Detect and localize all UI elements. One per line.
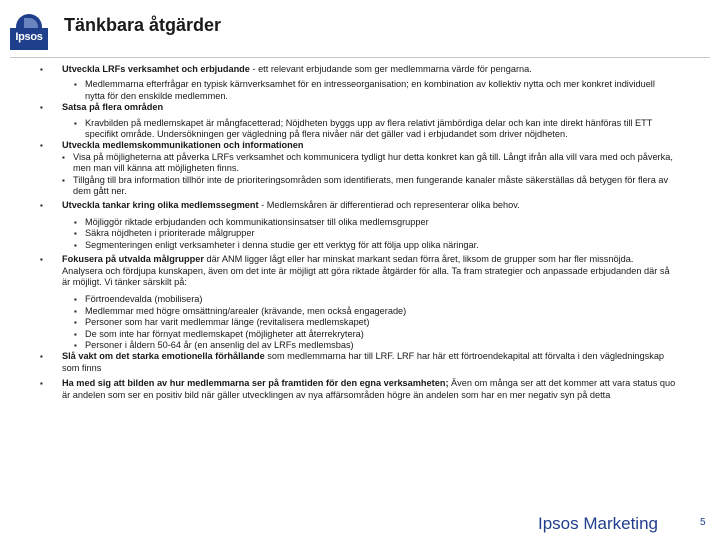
sub-bullet-text: Tillgång till bra information tillhör inte de prioriteringsområden som identifierats, men fungerande kanaler måste säkerställas då betygen för flera av dem gått ner.: [73, 174, 669, 197]
bullet-heading: Fokusera på utvalda målgrupper: [62, 254, 204, 265]
bullet-text: där ANM ligger lågt eller har minskat markant sedan förra året, liksom de grupper som har fler missnöjda. Analysera och fördjupa kunskapen, även om det inte är möjligt att göra riktade åtgärder för alla. Ta fram strategier och anpassade erbjudanden där så är möjligt. Vi tänker särskilt på:: [62, 254, 670, 287]
page-title: Tänkbara åtgärder: [64, 15, 222, 35]
header-divider: [10, 57, 710, 58]
sub-bullet-item: [40, 329, 676, 340]
page-number: 5: [700, 517, 706, 528]
square-bullet-icon: ▪: [40, 352, 43, 362]
bullet-item: [40, 200, 676, 211]
square-bullet-icon: ▪: [40, 65, 43, 74]
square-bullet-icon: ▪: [74, 80, 77, 90]
sub-bullet-item: [40, 228, 676, 239]
footer-brand: Ipsos Marketing: [538, 514, 658, 533]
square-bullet-icon: ▪: [74, 306, 77, 316]
square-bullet-icon: ▪: [74, 217, 77, 227]
sub-bullet-text: Möjliggör riktade erbjudanden och kommunikationsinsatser till olika medlemsgrupper: [85, 216, 429, 227]
sub-bullet-text: De som inte har förnyat medlemskapet (möjligheter att återrekrytera): [85, 328, 364, 339]
bullet-item: [40, 378, 676, 401]
bullet-item: [40, 102, 676, 113]
sub-bullet-text: Säkra nöjdheten i prioriterade målgrupper: [85, 228, 255, 239]
bullet-text: Även om många ser att det kommer att vara status quo är andelen som ser en positiv bild när gäller utvecklingen av nya affärsområden högre än andelen som har en mer negativ syn på detta: [62, 378, 676, 400]
bullet-list: [40, 64, 676, 401]
sub-bullet-item: [40, 79, 676, 102]
bullet-text: - Medlemskåren är differentierad och representerar olika behov.: [258, 200, 520, 211]
square-bullet-icon: ▪: [74, 340, 77, 350]
bullet-heading: Slå vakt om det starka emotionella förhållande: [62, 351, 265, 362]
square-bullet-icon: ▪: [74, 240, 77, 250]
sub-bullet-text: Visa på möjligheterna att påverka LRFs verksamhet och kommunicera tydligt hur detta konkret kan gå till. Långt ifrån alla vill vara med och påverka, men man vill känna att möjligheten finns.: [73, 151, 673, 174]
sub-bullet-text: Personer som har varit medlemmar länge (revitalisera medlemskapet): [85, 317, 370, 328]
square-bullet-icon: ▪: [74, 118, 77, 128]
sub-bullet-text: Medlemmarna efterfrågar en typisk kärnverksamhet för en intresseorganisation; en kombination av kollektiv nytta och mer konkret individuell nytta för den enskilde medlemmen.: [85, 79, 655, 101]
bullet-item: [40, 254, 676, 288]
square-bullet-icon: ▪: [62, 175, 65, 185]
sub-bullet-item: [40, 217, 676, 228]
sub-bullet-text: Kravbilden på medlemskapet är mångfacetterad; Nöjdheten byggs upp av flera relativt jämbördiga delar och kan inte direkt hänföras till ETT specifikt område. Undersökningen ger vägledning på flera nivåer när det gäller vad i erbjudandet som driver nöjdheten.: [85, 117, 653, 140]
bullet-item: [40, 64, 676, 75]
square-bullet-icon: ▪: [40, 141, 43, 151]
sub-bullet-item: [40, 294, 676, 305]
sub-bullet-item: [40, 118, 676, 141]
bullet-text: som medlemmarna har till LRF. LRF har här ett förtroendekapital att förvalta i den vägledningskap som finns: [62, 351, 665, 373]
square-bullet-icon: ▪: [40, 379, 43, 389]
bullet-item: [40, 351, 676, 374]
bullet-item: [40, 140, 676, 151]
bullet-heading: Utveckla medlemskommunikationen och informationen: [62, 140, 304, 151]
square-bullet-icon: ▪: [74, 318, 77, 328]
sub-bullet-item: [40, 240, 676, 251]
square-bullet-icon: ▪: [74, 295, 77, 305]
bullet-heading: Utveckla LRFs verksamhet och erbjudande: [62, 64, 250, 74]
square-bullet-icon: ▪: [40, 255, 43, 265]
square-bullet-icon: ▪: [40, 103, 43, 113]
sub-bullet-item: [40, 340, 676, 351]
square-bullet-icon: ▪: [62, 152, 65, 162]
square-bullet-icon: ▪: [74, 229, 77, 239]
bullet-heading: Satsa på flera områden: [62, 102, 164, 113]
bullet-heading: Ha med sig att bilden av hur medlemmarna ser på framtiden för den egna verksamheten;: [62, 378, 449, 389]
sub-bullet-text: Segmenteringen enligt verksamheter i denna studie ger ett verktyg för att följa upp olika näringar.: [85, 239, 479, 250]
bullet-text: - ett relevant erbjudande som ger medlemmarna värde för pengarna.: [249, 64, 532, 74]
sub-bullet-text: Förtroendevalda (mobilisera): [85, 294, 203, 305]
bullet-heading: Utveckla tankar kring olika medlemssegment: [62, 200, 259, 211]
sub-bullet-item: [40, 317, 676, 328]
ipsos-logo: [10, 14, 48, 50]
sub-bullet-item: [40, 175, 676, 198]
square-bullet-icon: ▪: [74, 329, 77, 339]
sub-bullet-text: Personer i åldern 50-64 år (en ansenlig del av LRFs medlemsbas): [85, 339, 354, 350]
slide-header: [0, 0, 720, 56]
sub-bullet-item: [40, 306, 676, 317]
square-bullet-icon: ▪: [40, 201, 43, 211]
logo-text: Ipsos: [15, 31, 43, 43]
sub-bullet-item: [40, 152, 676, 175]
sub-bullet-text: Medlemmar med högre omsättning/arealer (krävande, men också engagerade): [85, 305, 407, 316]
